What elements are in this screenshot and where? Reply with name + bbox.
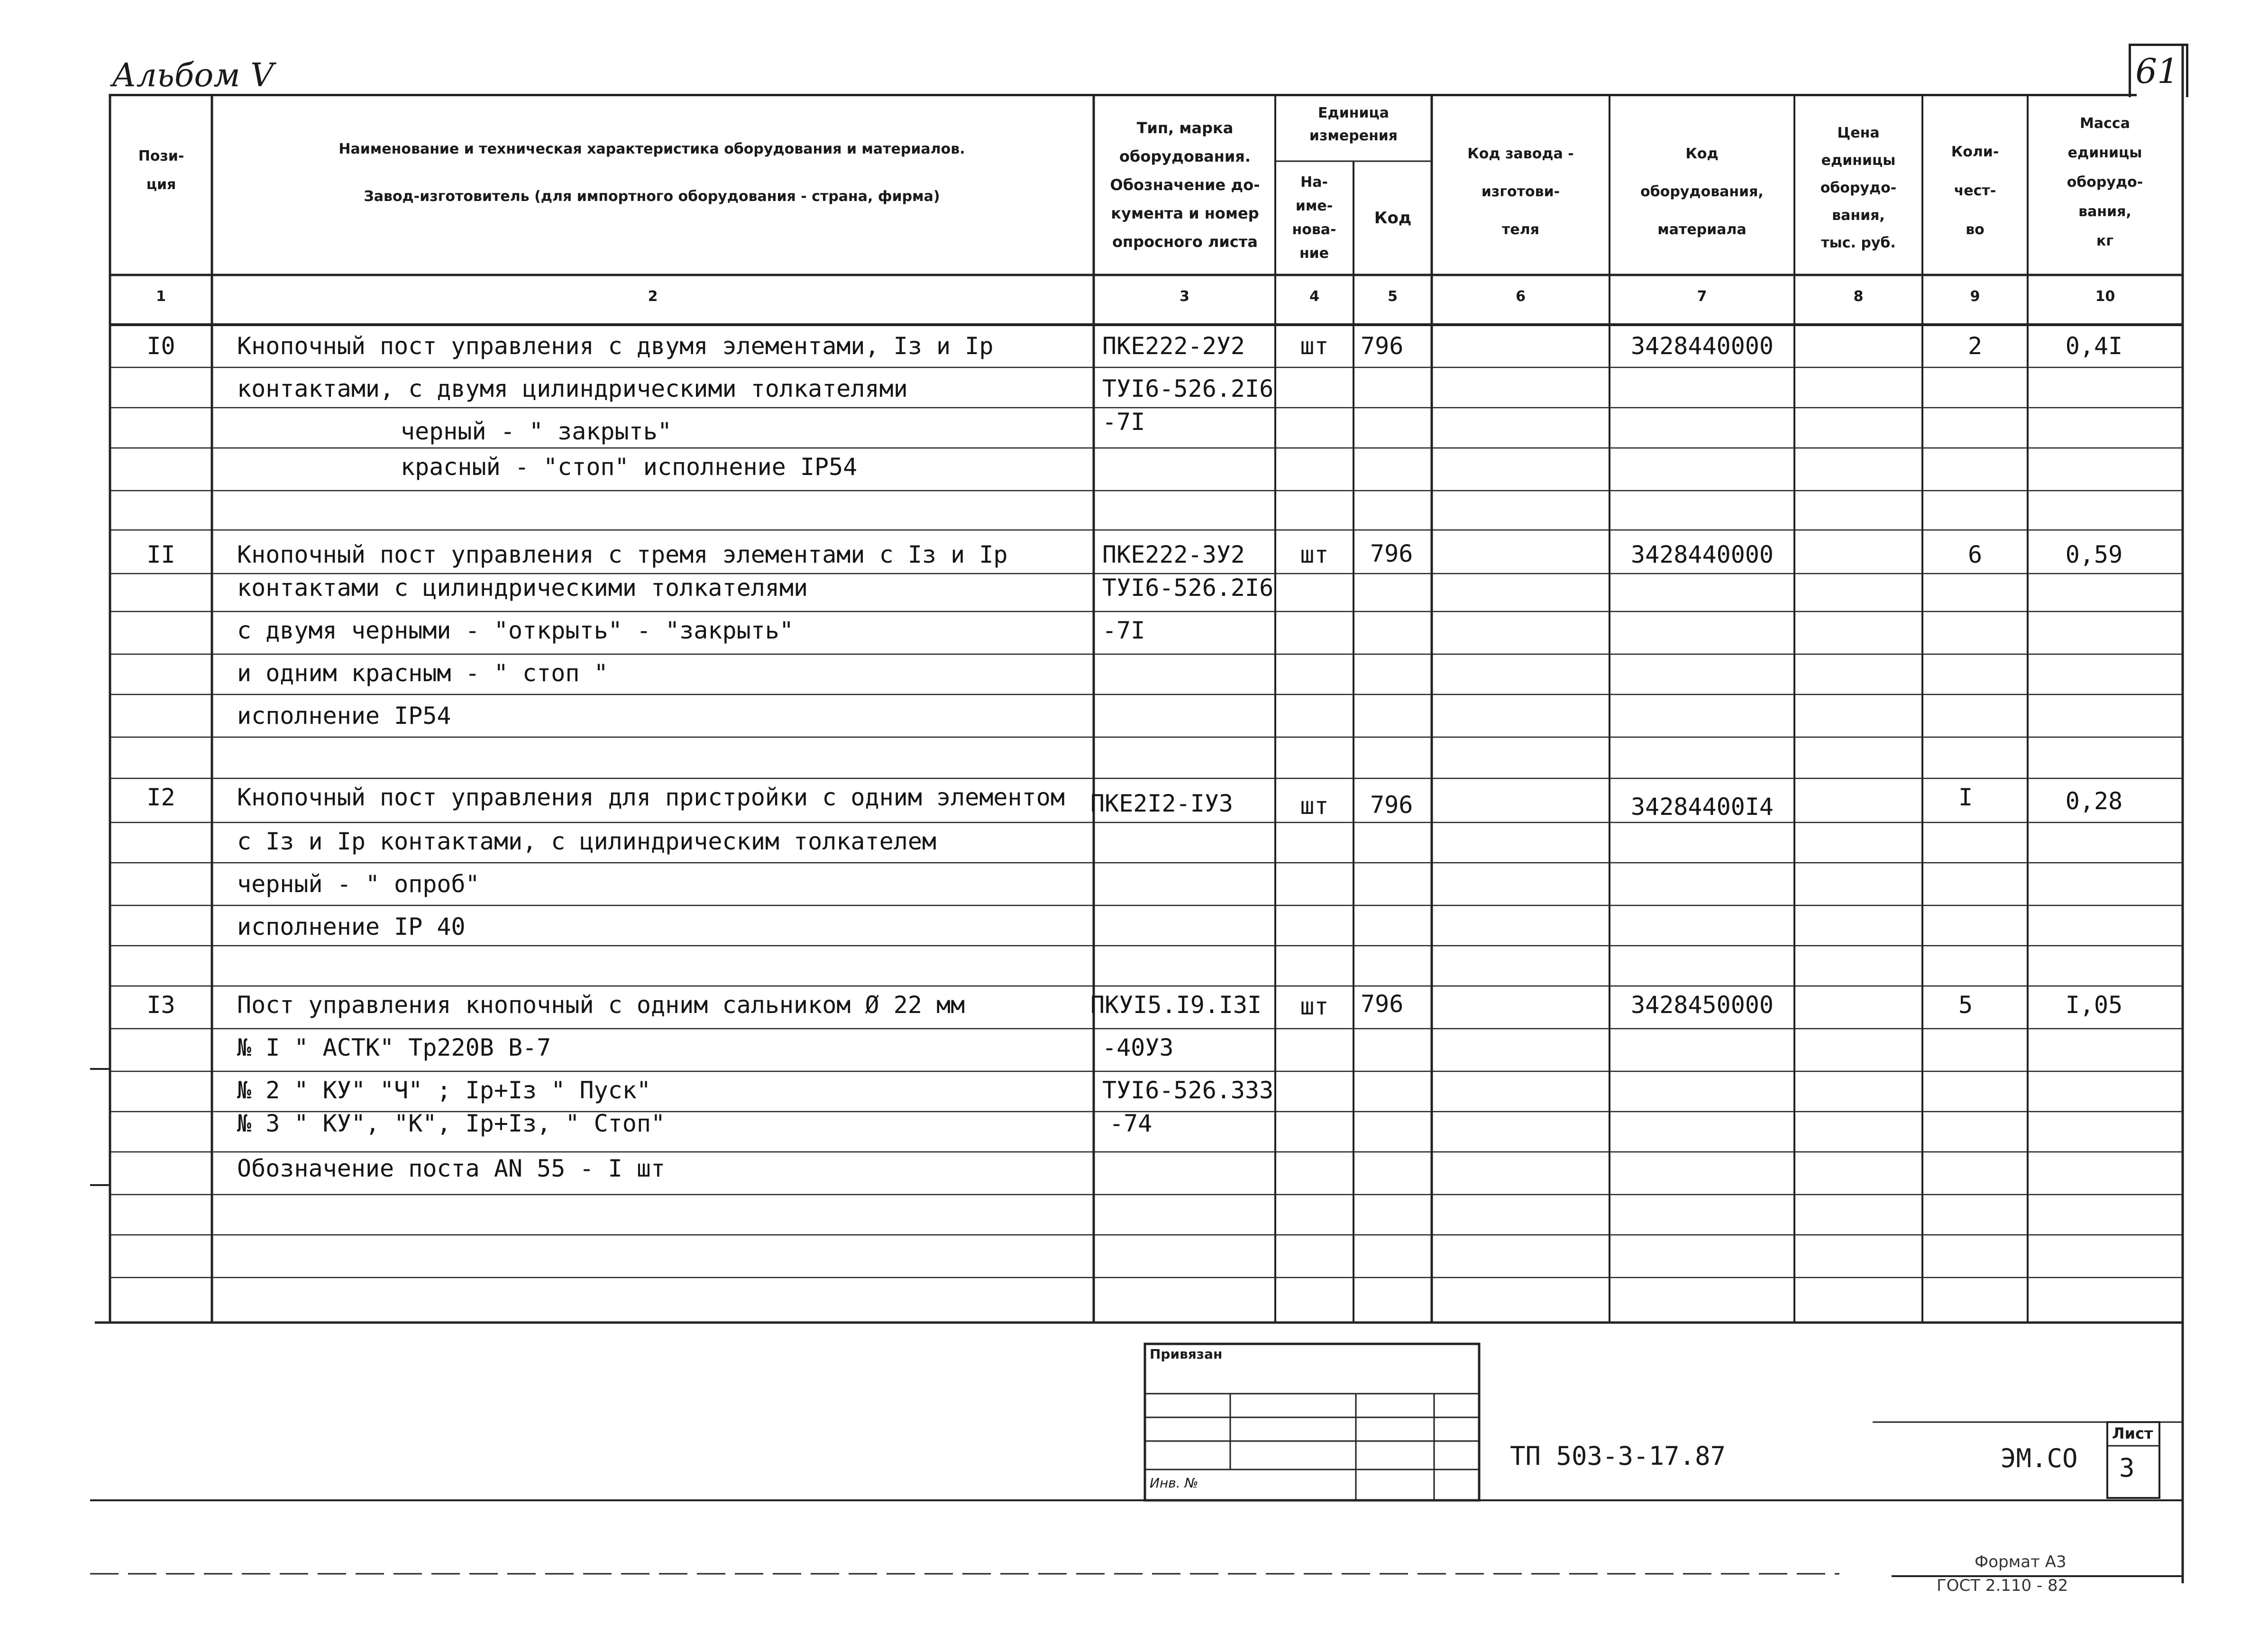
stamp-sheet-value: 3 [2119, 1453, 2135, 1483]
row-11-type-2: ТУI6-526.2I6 [1102, 574, 1274, 602]
row-12-mass: 0,28 [2065, 787, 2123, 815]
colnum-10: 10 [2095, 288, 2115, 305]
header-name-line1: Наименование и техническая характеристика оборудования и материалов. [338, 141, 965, 157]
row-10-unit: шт [1300, 332, 1329, 360]
footer-gost: ГОСТ 2.110 - 82 [1937, 1576, 2068, 1595]
row-10-name-2: контактами, с двумя цилиндрическими толкателями [237, 375, 908, 402]
row-11-mass: 0,59 [2065, 541, 2123, 568]
header-mass: Масса единицы оборудо- вания, кг [2067, 115, 2143, 249]
sheet-number: 61 [2135, 51, 2179, 91]
row-11-name-5: исполнение IP54 [237, 702, 451, 730]
row-13-type-3: ТУI6-526.333 [1102, 1077, 1274, 1104]
row-12-code: 796 [1370, 791, 1413, 819]
header-unit-group: Единица измерения [1309, 105, 1398, 144]
row-12-qty: I [1958, 784, 1973, 811]
colnum-4: 4 [1309, 288, 1319, 305]
row-13-type: ПКУI5.I9.I3I [1090, 991, 1262, 1019]
row-12-type: ПКЕ2I2-IУ3 [1090, 790, 1234, 817]
colnum-7: 7 [1697, 288, 1707, 305]
row-13-mass: I,05 [2065, 991, 2123, 1019]
row-10-position: I0 [146, 332, 175, 360]
row-11-type: ПКЕ222-3У2 [1102, 541, 1245, 568]
colnum-6: 6 [1516, 288, 1526, 305]
row-13-qty: 5 [1958, 991, 1973, 1019]
colnum-9: 9 [1970, 288, 1980, 305]
row-11-code: 796 [1370, 540, 1413, 567]
row-12-name-3: черный - " опроб" [237, 870, 480, 898]
row-13-code: 796 [1361, 990, 1404, 1018]
header-unit-name: На- име- нова- ние [1292, 174, 1336, 262]
row-11-name-2: контактами с цилиндрическими толкателями [237, 574, 808, 602]
row-10-type: ПКЕ222-2У2 [1102, 332, 1245, 360]
row-11-equip: 3428440000 [1631, 541, 1774, 568]
row-13-position: I3 [146, 991, 175, 1019]
row-10-type-2: ТУI6-526.2I6 [1102, 375, 1274, 402]
row-10-name-3: черный - " закрыть" [401, 418, 672, 445]
header-price: Цена единицы оборудо- вания, тыс. руб. [1820, 125, 1897, 251]
album-title: Альбом V [112, 57, 274, 94]
header-maker-code: Код завода - изготови- теля [1467, 146, 1574, 238]
colnum-8: 8 [1853, 288, 1864, 305]
header-name-line2: Завод-изготовитель (для импортного оборудования - страна, фирма) [364, 188, 940, 205]
row-13-type-4: -74 [1109, 1110, 1152, 1137]
row-10-mass: 0,4I [2065, 332, 2123, 360]
row-13-type-2: -40У3 [1102, 1034, 1174, 1061]
row-10-qty: 2 [1967, 332, 1983, 360]
row-12-name-2: с Iз и Iр контактами, с цилиндрическим толкателем [237, 828, 937, 855]
row-12-unit: шт [1300, 792, 1329, 820]
header-qty: Коли- чест- во [1951, 144, 1999, 238]
footer-format: Формат А3 [1975, 1552, 2067, 1571]
header-type: Тип, марка оборудования. Обозначение до- кумента и номер опросного листа [1110, 119, 1260, 251]
row-13-name-2: № I " АСТК" Тр220В В-7 [237, 1034, 551, 1061]
row-11-name-4: и одним красным - " стоп " [237, 659, 608, 687]
colnum-5: 5 [1388, 288, 1398, 305]
stamp-bound-label: Привязан [1150, 1346, 1223, 1362]
stamp-sheet-label: Лист [2112, 1424, 2153, 1442]
row-13-unit: шт [1300, 993, 1329, 1020]
row-12-equip: 34284400I4 [1631, 793, 1774, 821]
row-13-name: Пост управления кнопочный с одним сальником Ø 22 мм [237, 991, 965, 1019]
row-12-position: I2 [146, 784, 175, 811]
header-unit-code: Код [1374, 209, 1412, 228]
row-13-equip: 3428450000 [1631, 991, 1774, 1019]
row-12-name: Кнопочный пост управления для пристройки с одним элементом [237, 784, 1065, 811]
row-11-position: II [146, 541, 175, 568]
stamp-inv-label: Инв. № [1150, 1475, 1198, 1491]
stamp-doc-code: ТП 503-3-17.87 [1510, 1441, 1726, 1471]
header-equip-code: Код оборудования, материала [1640, 146, 1764, 238]
row-10-name-4: красный - "стоп" исполнение IP54 [401, 453, 858, 481]
header-position: Пози- ция [138, 148, 184, 193]
colnum-1: 1 [156, 288, 166, 305]
colnum-3: 3 [1180, 288, 1189, 305]
row-11-unit: шт [1300, 541, 1329, 568]
row-13-name-5: Обозначение поста AN 55 - I шт [237, 1155, 666, 1182]
row-11-name-3: с двумя черными - "открыть" - "закрыть" [237, 617, 794, 644]
colnum-2: 2 [648, 288, 658, 305]
row-10-equip: 3428440000 [1631, 332, 1774, 360]
row-12-name-4: исполнение IP 40 [237, 913, 466, 940]
row-10-type-3: -7I [1102, 408, 1145, 436]
row-11-type-3: -7I [1102, 617, 1145, 644]
row-11-name: Кнопочный пост управления с тремя элементами с Iз и Iр [237, 541, 1008, 568]
row-13-name-4: № 3 " КУ", "К", Iр+Iз, " Стоп" [237, 1110, 666, 1137]
row-13-name-3: № 2 " КУ" "Ч" ; Iр+Iз " Пуск" [237, 1077, 651, 1104]
row-10-name: Кнопочный пост управления с двумя элементами, Iз и Iр [237, 332, 994, 360]
stamp-section: ЭМ.СО [2001, 1443, 2078, 1473]
row-11-qty: 6 [1967, 541, 1983, 568]
row-10-code: 796 [1361, 332, 1404, 360]
